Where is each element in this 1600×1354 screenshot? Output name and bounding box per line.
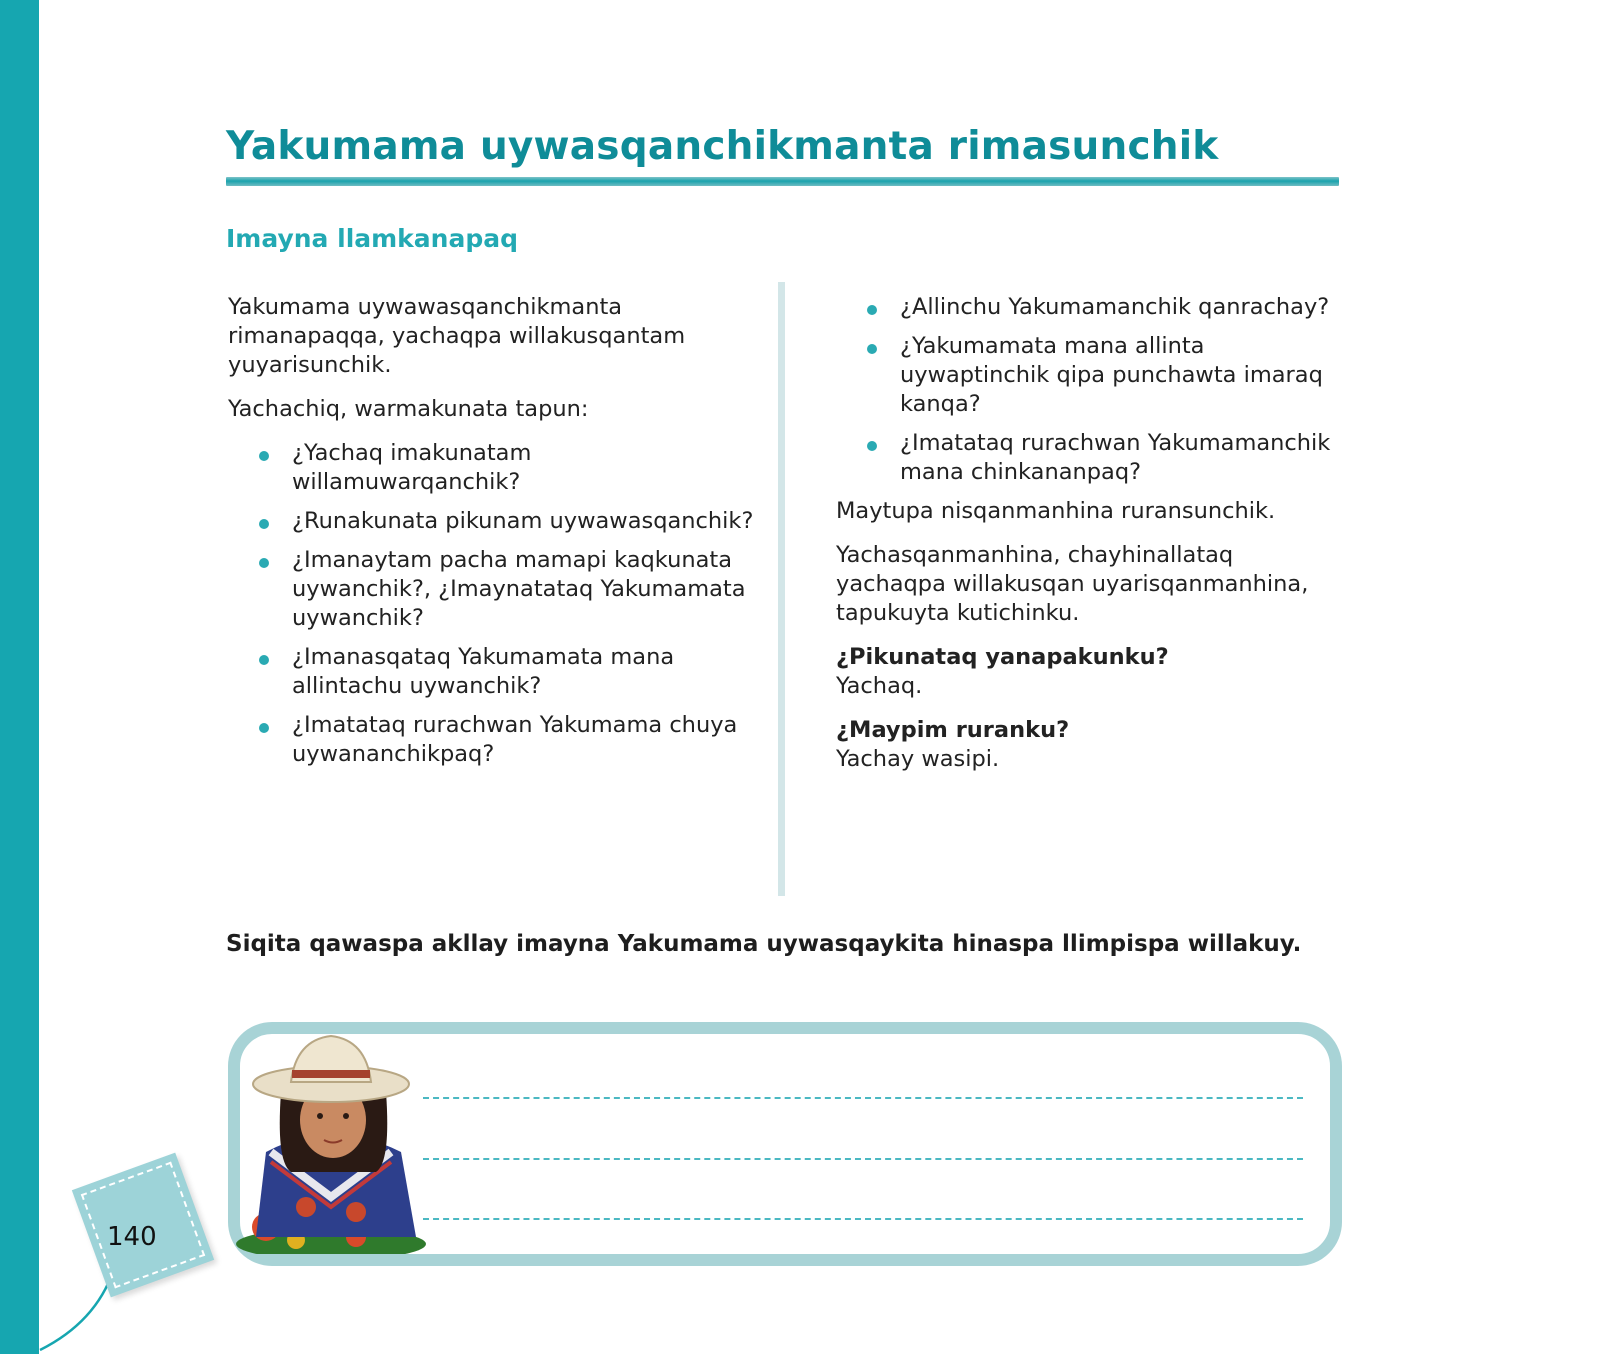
teacher-prompt: Yachachiq, warmakunata tapun: (228, 396, 589, 422)
list-item: ¿Yakumamata mana allinta uywaptinchik qipa punchawta imaraq kanqa? (834, 332, 1346, 419)
bullet-icon (259, 655, 269, 665)
section-subtitle: Imayna llamkanapaq (226, 224, 519, 253)
writing-line[interactable] (423, 1097, 1303, 1099)
bullet-icon (259, 558, 269, 568)
list-item: ¿Imanaytam pacha mamapi kaqkunata uywanchik?, ¿Imaynatataq Yakumamata uywanchik? (228, 546, 758, 633)
bullet-icon (259, 723, 269, 733)
list-item: ¿Runakunata pikunam uywawasqanchik? (228, 507, 758, 536)
left-column (228, 293, 758, 779)
question-list-left (228, 439, 758, 769)
question-heading: ¿Maypim ruranku? (836, 717, 1070, 743)
page-title: Yakumama uywasqanchikmanta rimasunchik (226, 124, 1219, 169)
qa-block-1 (836, 643, 1346, 701)
column-divider (778, 282, 785, 896)
paragraph-answers: Yachasqanmanhina, chayhinallataq yachaqpa willakusqan uyarisqanmanhina, tapukuyta kutichinku. (836, 542, 1309, 626)
bullet-icon (259, 451, 269, 461)
paragraph-maytupa: Maytupa nisqanmanhina ruransunchik. (836, 498, 1276, 524)
right-column (836, 293, 1346, 789)
writing-line[interactable] (423, 1158, 1303, 1160)
list-item: ¿Yachaq imakunatam willamuwarqanchik? (228, 439, 758, 497)
page-number: 140 (107, 1222, 157, 1252)
side-color-bar (0, 0, 39, 1354)
list-item: ¿Imanasqataq Yakumamata mana allintachu uywanchik? (228, 643, 758, 701)
question-heading: ¿Pikunataq yanapakunku? (836, 644, 1169, 670)
question-list-right (834, 293, 1346, 487)
list-item: ¿Imatataq rurachwan Yakumama chuya uywananchikpaq? (228, 711, 758, 769)
answer-text: Yachay wasipi. (836, 746, 1000, 772)
bullet-icon (867, 305, 877, 315)
girl-with-hat-illustration (236, 1022, 426, 1254)
list-item: ¿Allinchu Yakumamanchik qanrachay? (834, 293, 1346, 322)
title-underline (226, 177, 1339, 186)
writing-line[interactable] (423, 1218, 1303, 1220)
activity-instruction: Siqita qawaspa akllay imayna Yakumama uywasqaykita hinaspa llimpispa willakuy. (226, 931, 1302, 957)
bullet-icon (259, 519, 269, 529)
intro-text: Yakumama uywawasqanchikmanta rimanapaqqa, yachaqpa willakusqantam yuyarisunchik. (228, 294, 686, 378)
bullet-icon (867, 441, 877, 451)
list-item: ¿Imatataq rurachwan Yakumamanchik mana chinkananpaq? (834, 429, 1346, 487)
qa-block-2 (836, 716, 1346, 774)
bullet-icon (867, 344, 877, 354)
answer-text: Yachaq. (836, 673, 923, 699)
